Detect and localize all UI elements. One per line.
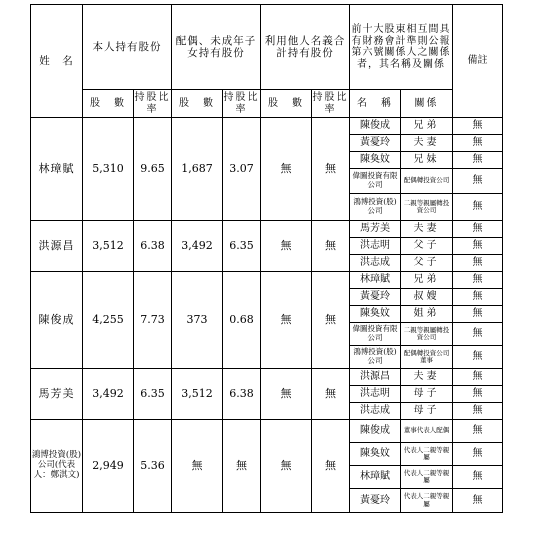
related-relation: 兄弟 [401, 118, 453, 135]
spouse-ratio: 0.68 [223, 272, 261, 369]
nominee-shares: 無 [261, 420, 312, 513]
holder-name: 林璋賦 [31, 118, 83, 221]
table-row [31, 221, 503, 238]
remark: 無 [453, 369, 503, 386]
related-relation: 配偶轉投資公司 [401, 169, 453, 194]
nominee-shares: 無 [261, 272, 312, 369]
related-relation: 代表人二親等親屬 [401, 466, 453, 489]
holder-name: 洪源昌 [31, 221, 83, 272]
related-name: 陳俊成 [350, 420, 401, 443]
related-name: 洪志明 [350, 238, 401, 255]
remark: 無 [453, 255, 503, 272]
related-relation: 二親等親屬轉投資公司 [401, 194, 453, 221]
related-relation: 配偶轉投資公司董事 [401, 346, 453, 369]
related-name: 鴻博投資(股)公司 [350, 346, 401, 369]
own-shares: 2,949 [83, 420, 134, 513]
remark: 無 [453, 169, 503, 194]
subheader-shares: 股 數 [83, 90, 134, 118]
remark: 無 [453, 272, 503, 289]
remark: 無 [453, 152, 503, 169]
own-ratio: 6.38 [134, 221, 172, 272]
related-name: 陳奐妏 [350, 443, 401, 466]
remark: 無 [453, 135, 503, 152]
related-name: 洪志明 [350, 386, 401, 403]
related-name: 陳奐妏 [350, 152, 401, 169]
subheader-relation: 關係 [401, 90, 453, 118]
remark: 無 [453, 289, 503, 306]
own-shares: 3,492 [83, 369, 134, 420]
own-shares: 5,310 [83, 118, 134, 221]
remark: 無 [453, 443, 503, 466]
header-related-parties: 前十大股東相互間具有財務會計準則公報第六號關係人之關係者，其名稱及關係 [350, 5, 453, 90]
remark: 無 [453, 221, 503, 238]
nominee-ratio: 無 [312, 118, 350, 221]
nominee-ratio: 無 [312, 369, 350, 420]
own-shares: 3,512 [83, 221, 134, 272]
related-name: 林璋賦 [350, 272, 401, 289]
related-name: 洪源昌 [350, 369, 401, 386]
remark: 無 [453, 194, 503, 221]
subheader-related-name: 名 稱 [350, 90, 401, 118]
spouse-shares: 373 [172, 272, 223, 369]
subheader-ratio: 持股比率 [223, 90, 261, 118]
table-row [31, 118, 503, 135]
related-name: 鴻博投資(股)公司 [350, 194, 401, 221]
nominee-shares: 無 [261, 118, 312, 221]
header-own-shares: 本人持有股份 [83, 5, 172, 90]
related-relation: 夫妻 [401, 369, 453, 386]
remark: 無 [453, 420, 503, 443]
related-name: 黃憂玲 [350, 135, 401, 152]
header-name: 姓 名 [31, 5, 83, 118]
related-relation: 叔嫂 [401, 289, 453, 306]
remark: 無 [453, 238, 503, 255]
related-relation: 夫妻 [401, 135, 453, 152]
holder-name: 馬芳美 [31, 369, 83, 420]
related-relation: 兄弟 [401, 272, 453, 289]
subheader-ratio: 持股比率 [134, 90, 172, 118]
nominee-ratio: 無 [312, 420, 350, 513]
header-remarks: 備註 [453, 5, 503, 118]
remark: 無 [453, 346, 503, 369]
remark: 無 [453, 386, 503, 403]
related-relation: 母子 [401, 386, 453, 403]
own-shares: 4,255 [83, 272, 134, 369]
subheader-ratio: 持股比率 [312, 90, 350, 118]
own-ratio: 6.35 [134, 369, 172, 420]
related-relation: 母子 [401, 403, 453, 420]
holder-name: 陳俊成 [31, 272, 83, 369]
related-relation: 父子 [401, 238, 453, 255]
related-name: 洪志成 [350, 403, 401, 420]
spouse-ratio: 無 [223, 420, 261, 513]
related-name: 林璋賦 [350, 466, 401, 489]
spouse-shares: 1,687 [172, 118, 223, 221]
header-spouse-minor-shares: 配偶、未成年子女持有股份 [172, 5, 261, 90]
spouse-ratio: 6.38 [223, 369, 261, 420]
table-row [31, 272, 503, 289]
related-relation: 代表人二親等親屬 [401, 443, 453, 466]
related-name: 黃憂玲 [350, 289, 401, 306]
holder-name: 鴻博投資(股)公司(代表人：鄭淇文) [31, 420, 83, 513]
related-relation: 兄妹 [401, 152, 453, 169]
spouse-ratio: 3.07 [223, 118, 261, 221]
nominee-ratio: 無 [312, 221, 350, 272]
remark: 無 [453, 466, 503, 489]
spouse-ratio: 6.35 [223, 221, 261, 272]
subheader-shares: 股 數 [261, 90, 312, 118]
related-name: 偉圖投資有限公司 [350, 169, 401, 194]
related-name: 陳奐妏 [350, 306, 401, 323]
remark: 無 [453, 306, 503, 323]
shareholders-table [30, 4, 503, 513]
remark: 無 [453, 118, 503, 135]
related-relation: 代表人二親等親屬 [401, 489, 453, 513]
table-row [31, 369, 503, 386]
related-name: 偉圖投資有限公司 [350, 323, 401, 346]
related-relation: 姐弟 [401, 306, 453, 323]
remark: 無 [453, 489, 503, 513]
related-name: 陳俊成 [350, 118, 401, 135]
own-ratio: 9.65 [134, 118, 172, 221]
spouse-shares: 無 [172, 420, 223, 513]
table-row [31, 420, 503, 443]
related-name: 黃憂玲 [350, 489, 401, 513]
related-relation: 夫妻 [401, 221, 453, 238]
nominee-shares: 無 [261, 369, 312, 420]
related-relation: 二親等親屬轉投資公司 [401, 323, 453, 346]
remark: 無 [453, 403, 503, 420]
subheader-shares: 股 數 [172, 90, 223, 118]
header-nominee-shares: 利用他人名義合計持有股份 [261, 5, 350, 90]
related-name: 洪志成 [350, 255, 401, 272]
related-relation: 董事代表人配偶 [401, 420, 453, 443]
remark: 無 [453, 323, 503, 346]
spouse-shares: 3,512 [172, 369, 223, 420]
own-ratio: 7.73 [134, 272, 172, 369]
nominee-ratio: 無 [312, 272, 350, 369]
related-relation: 父子 [401, 255, 453, 272]
own-ratio: 5.36 [134, 420, 172, 513]
related-name: 馬芳美 [350, 221, 401, 238]
spouse-shares: 3,492 [172, 221, 223, 272]
nominee-shares: 無 [261, 221, 312, 272]
